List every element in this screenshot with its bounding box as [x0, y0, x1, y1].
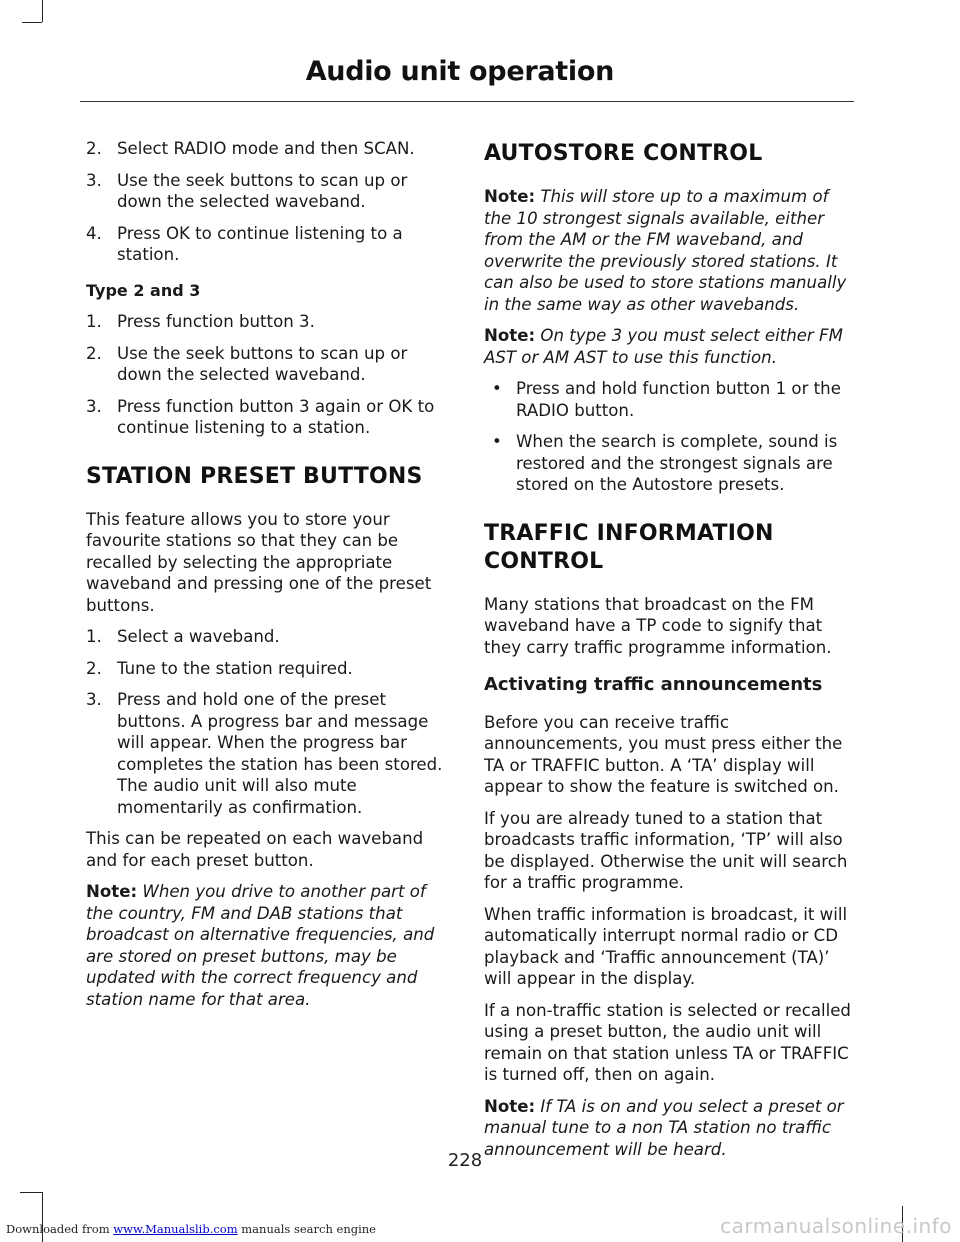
- list-number: 1.: [86, 312, 102, 331]
- list-text: Press OK to continue listening to a station.: [117, 223, 403, 264]
- list-item: [484, 378, 852, 421]
- list-number: 3.: [86, 396, 102, 416]
- footer: [6, 1222, 376, 1236]
- list-item: [86, 170, 454, 213]
- footer-suffix: manuals search engine: [237, 1222, 376, 1236]
- list-text: Select RADIO mode and then SCAN.: [117, 139, 415, 158]
- type-subheading: Type 2 and 3: [86, 280, 201, 300]
- crop-mark-top-left-v: [42, 0, 43, 22]
- paragraph: Before you can receive traffic announcements, you must press either the TA or TRAFFIC button. A ‘TA’ display will appear to show the feature is switched on.: [484, 712, 843, 796]
- note-label: Note:: [86, 882, 138, 901]
- footer-prefix: Downloaded from: [6, 1222, 114, 1236]
- list-number: 2.: [86, 343, 102, 363]
- list-number: 2.: [86, 658, 102, 678]
- subheading-activating: Activating traffic announcements: [484, 674, 823, 695]
- list-item: [86, 311, 454, 333]
- numbered-list: [86, 138, 454, 266]
- list-text: Use the seek buttons to scan up or down the selected waveband.: [117, 343, 408, 384]
- paragraph: If you are already tuned to a station that broadcasts traffic information, ‘TP’ will also be displayed. Otherwise the unit will search for a traffic programme.: [484, 808, 848, 892]
- paragraph: Many stations that broadcast on the FM waveband have a TP code to signify that they carry traffic programme information.: [484, 594, 832, 657]
- crop-mark-top-left-h: [22, 22, 42, 23]
- paragraph: If a non-traffic station is selected or recalled using a preset button, the audio unit will remain on that station unless TA or TRAFFIC is turned off, then on again.: [484, 1000, 851, 1084]
- list-item: [86, 138, 454, 160]
- list-item: [86, 223, 454, 266]
- note: [484, 186, 852, 315]
- page-title: Audio unit operation: [305, 56, 614, 87]
- bullet-icon: •: [492, 432, 502, 451]
- list-number: 4.: [86, 223, 102, 243]
- list-item: [484, 431, 852, 496]
- list-number: 3.: [86, 170, 102, 190]
- note-label: Note:: [484, 1096, 536, 1116]
- list-text: Tune to the station required.: [117, 658, 353, 678]
- note: [484, 325, 852, 368]
- list-number: 2.: [86, 139, 102, 158]
- list-item: [86, 658, 454, 680]
- list-text: Press and hold one of the preset buttons. A progress bar and message will appear. When the progress bar completes the station has been stored. The audio unit will also mute momentarily as confirmation.: [117, 690, 443, 817]
- watermark: carmanualsonline.info: [720, 1214, 952, 1238]
- note-text: This will store up to a maximum of the 10 strongest signals available, either from the AM or the FM waveband, and overwrite the previously stored stations. It can also be used to store stations manually in the same way as other wavebands.: [484, 187, 847, 314]
- paragraph: This can be repeated on each waveband and for each preset button.: [86, 829, 424, 870]
- note-text: If TA is on and you select a preset or manual tune to a non TA station no traffic announcement will be heard.: [484, 1096, 844, 1159]
- header-rule: [80, 101, 854, 102]
- list-item: [86, 626, 454, 648]
- list-number: 1.: [86, 627, 102, 646]
- list-item: [86, 689, 454, 818]
- section-heading-traffic: TRAFFIC INFORMATION: [484, 520, 774, 546]
- paragraph: When traffic information is broadcast, it will automatically interrupt normal radio or CD playback and ‘Traffic announcement (TA)’ will appear in the display.: [484, 904, 848, 988]
- paragraph: This feature allows you to store your favourite stations so that they can be recalled by selecting the appropriate waveband and pressing one of the preset buttons.: [86, 509, 432, 615]
- note-text: When you drive to another part of the country, FM and DAB stations that broadcast on alternative frequencies, and are stored on preset buttons, may be updated with the correct frequency and station name for that area.: [86, 882, 435, 1009]
- note-label: Note:: [484, 326, 536, 345]
- section-heading-autostore: AUTOSTORE CONTROL: [484, 141, 763, 166]
- list-item: [86, 343, 454, 386]
- section-heading-traffic-line2: CONTROL: [484, 548, 604, 574]
- page-number: 228: [447, 1150, 483, 1171]
- section-heading-station-preset: STATION PRESET BUTTONS: [86, 463, 423, 489]
- list-text: Select a waveband.: [117, 627, 280, 646]
- footer-link[interactable]: www.Manualslib.com: [113, 1222, 238, 1236]
- right-column: [484, 138, 852, 1170]
- crop-mark-bottom-left-h: [20, 1192, 42, 1193]
- list-text: Press function button 3.: [117, 312, 315, 331]
- note-text: On type 3 you must select either FM AST or AM AST to use this function.: [484, 326, 843, 367]
- list-text: Press function button 3 again or OK to continue listening to a station.: [117, 396, 435, 437]
- note: [86, 881, 454, 1010]
- bullet-icon: •: [492, 379, 502, 398]
- list-text: Press and hold function button 1 or the RADIO button.: [516, 379, 841, 420]
- list-text: When the search is complete, sound is restored and the strongest signals are stored on the Autostore presets.: [516, 432, 838, 494]
- note-label: Note:: [484, 187, 536, 206]
- numbered-list: [86, 311, 454, 439]
- left-column: [86, 138, 454, 1020]
- numbered-list: [86, 626, 454, 818]
- list-item: [86, 396, 454, 439]
- bullet-list: [484, 378, 852, 496]
- list-text: Use the seek buttons to scan up or down the selected waveband.: [117, 170, 408, 211]
- list-number: 3.: [86, 690, 102, 709]
